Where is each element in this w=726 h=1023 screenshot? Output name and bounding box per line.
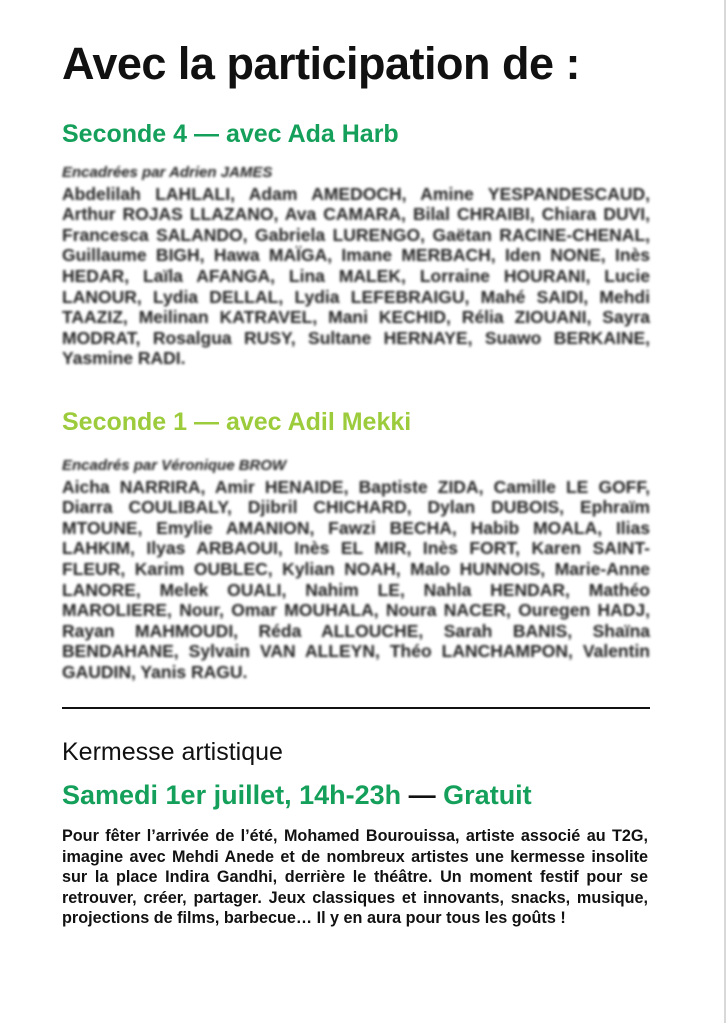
event-date: Samedi 1er juillet, 14h-23h [62, 780, 402, 810]
event-separator: — [408, 780, 436, 810]
class-b-title: Seconde 1 — avec Adil Mekki [62, 408, 412, 436]
page-heading: Avec la participation de : [62, 38, 580, 89]
class-b-participants [62, 456, 650, 683]
section-divider [62, 707, 650, 709]
class-a-participants [62, 163, 650, 369]
class-a-names: Abdelilah LAHLALI, Adam AMEDOCH, Amine YESPANDESCAUD, Arthur ROJAS LLAZANO, Ava CAMARA, Bilal CHRAIBI, Chiara DUVI, Francesca SALANDO, Gabriela LURENGO, Gaëtan RACINE-CHENAL, Guillaume BIGH, Hawa MAÏGA, Imane MERBACH, Iden NONE, Inès HEDAR, Laïla AFANGA, Lina MALEK, Lorraine HOURANI, Lucie LANOUR, Lydia DELLAL, Lydia LEFEBRAIGU, Mahé SAIDI, Mehdi TAAZIZ, Meilinan KATRAVEL, Mani KECHID, Rélia ZIOUANI, Sayra MODRAT, Rosalgua RUSY, Sultane HERNAYE, Suawo BERKAINE, Yasmine RADI. [62, 183, 650, 369]
class-a-lead: Encadrées par Adrien JAMES [62, 164, 273, 181]
class-b-lead: Encadrés par Véronique BROW [62, 457, 287, 474]
event-title: Kermesse artistique [62, 738, 283, 766]
event-price: Gratuit [443, 780, 532, 810]
class-a-title: Seconde 4 — avec Ada Harb [62, 120, 399, 148]
class-b-names: Aicha NARRIRA, Amir HENAIDE, Baptiste ZIDA, Camille LE GOFF, Diarra COULIBALY, Djibril CHICHARD, Dylan DUBOIS, Ephraïm MTOUNE, Emylie AMANION, Fawzi BECHA, Habib MOALA, Ilias LAHKIM, Ilyas ARBAOUI, Inès EL MIR, Inès FORT, Karen SAINT-FLEUR, Karim OUBLEC, Kylian NOAH, Malo HUNNOIS, Marie-Anne LANORE, Melek OUALI, Nahim LE, Nahla HENDAR, Mathéo MAROLIERE, Nour, Omar MOUHALA, Noura NACER, Ouregen HADJ, Rayan MAHMOUDI, Réda ALLOUCHE, Sarah BANIS, Shaïna BENDAHANE, Sylvain VAN ALLEYN, Théo LANCHAMPON, Valentin GAUDIN, Yanis RAGU. [62, 476, 650, 682]
event-date-line [62, 780, 532, 811]
event-description: Pour fêter l’arrivée de l’été, Mohamed Bourouissa, artiste associé au T2G, imagine avec Mehdi Anede et de nombreux artistes une kermesse insolite sur la place Indira Gandhi, derrière le théâtre. Un moment festif pour se retrouver, créer, partager. Jeux classiques et innovants, snacks, musique, projections de films, barbecue… Il y en aura pour tous les goûts ! [62, 827, 648, 928]
